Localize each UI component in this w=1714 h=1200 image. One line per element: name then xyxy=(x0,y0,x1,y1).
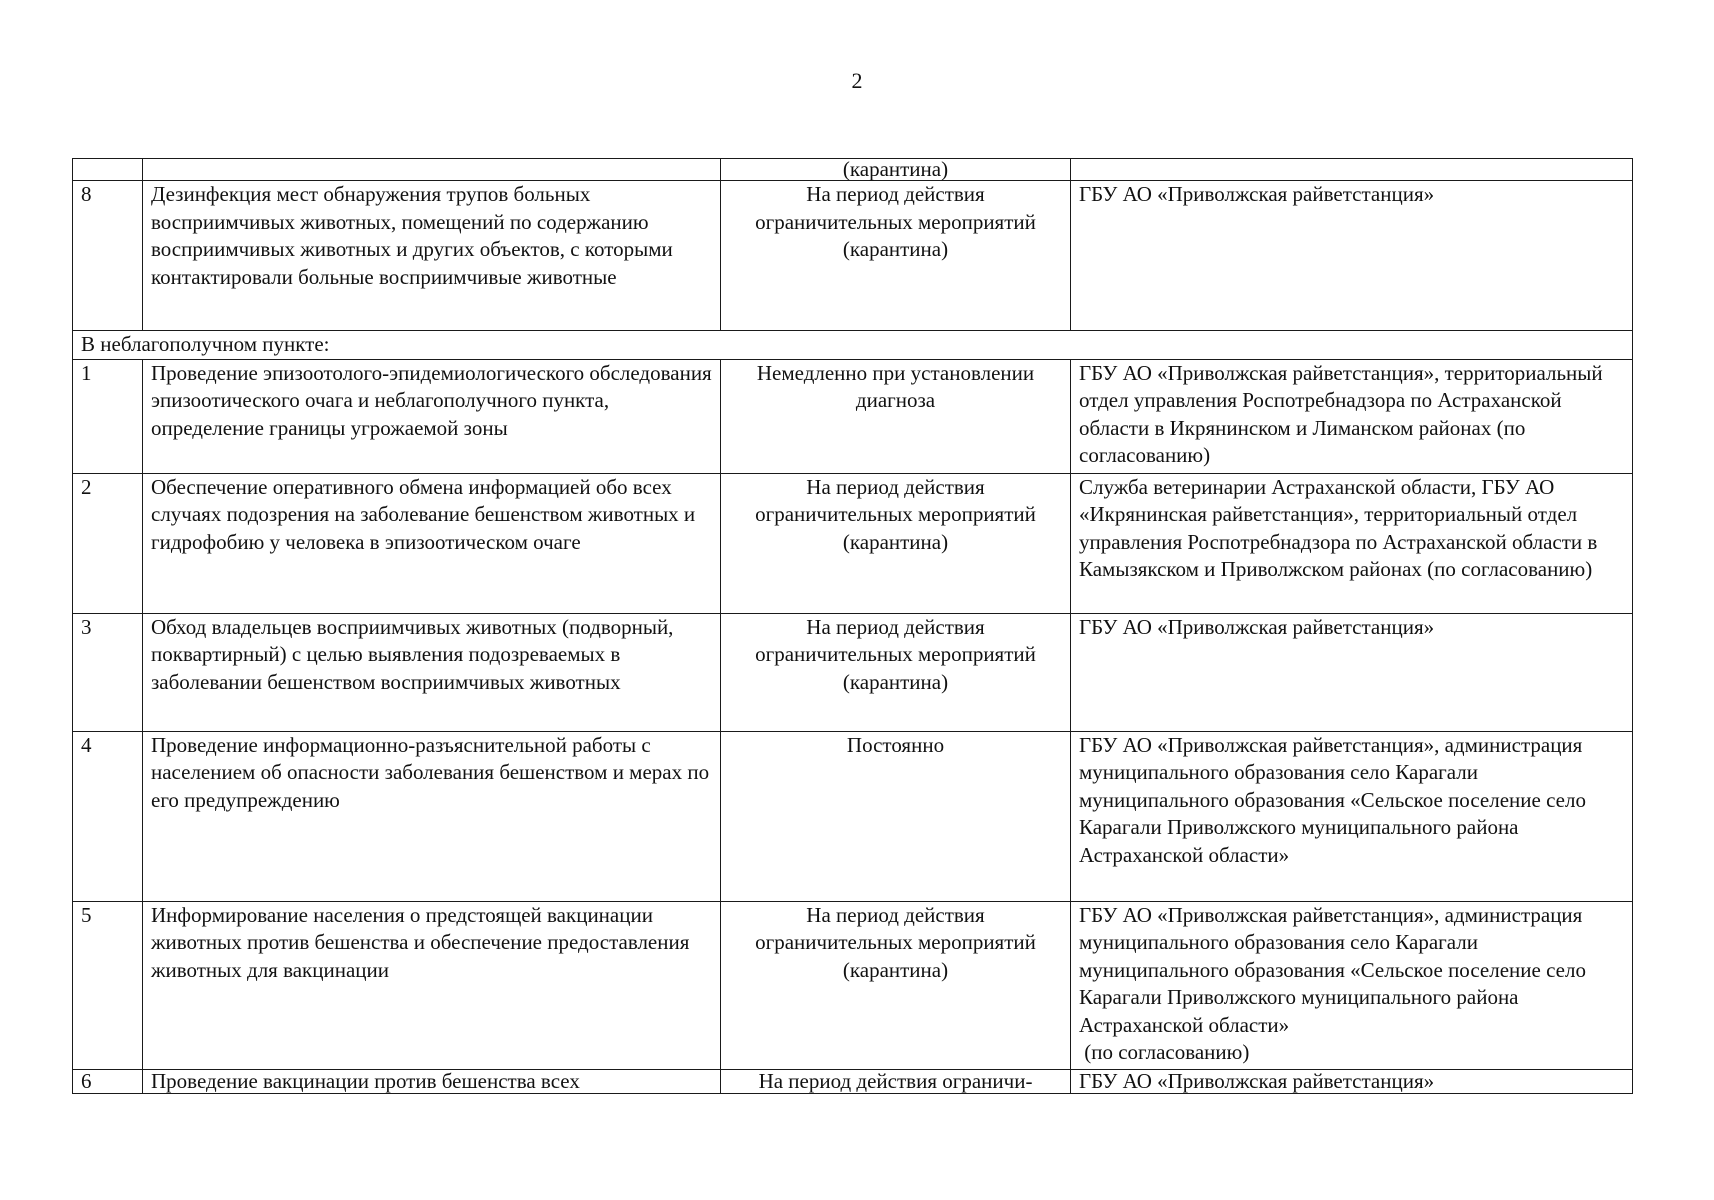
executor-cell: ГБУ АО «Приволжская райветстанция» xyxy=(1071,613,1633,731)
executor-note: (по согласованию) xyxy=(1079,1040,1250,1064)
measure-cell: Информирование населения о предстоящей вакцинации животных против бешенства и обеспечение предоставления животных для вакцинации xyxy=(143,901,721,1069)
executor-cell: Служба ветеринарии Астраханской области, ГБУ АО «Икрянинская райветстанция», территориальный отдел управления Роспотребнадзора по Астраханской области в Камызякском и Приволжском районах (по согласованию) xyxy=(1071,473,1633,613)
executor-cell xyxy=(1071,159,1633,181)
term-cell: На период действия ограничительных мероприятий (карантина) xyxy=(721,613,1071,731)
row-number: 3 xyxy=(73,613,143,731)
table-row xyxy=(73,613,1633,731)
table-row xyxy=(73,901,1633,1069)
term-cell: На период действия ограничительных мероприятий (карантина) xyxy=(721,473,1071,613)
row-number: 5 xyxy=(73,901,143,1069)
row-number: 8 xyxy=(73,181,143,331)
measure-cell: Дезинфекция мест обнаружения трупов больных восприимчивых животных, помещений по содержанию восприимчивых животных и других объектов, с которыми контактировали больные восприимчивые животные xyxy=(143,181,721,331)
table-row xyxy=(73,1069,1633,1093)
table-row xyxy=(73,731,1633,901)
table-row xyxy=(73,359,1633,473)
section-label: В неблагополучном пункте: xyxy=(73,331,1633,360)
term-cell: На период действия ограничи- xyxy=(721,1069,1071,1093)
measure-cell xyxy=(143,159,721,181)
measure-cell: Проведение эпизоотолого-эпидемиологического обследования эпизоотического очага и неблагополучного пункта, определение границы угрожаемой зоны xyxy=(143,359,721,473)
measure-cell: Обеспечение оперативного обмена информацией обо всех случаях подозрения на заболевание бешенством животных и гидрофобию у человека в эпизоотическом очаге xyxy=(143,473,721,613)
executor-cell: ГБУ АО «Приволжская райветстанция» xyxy=(1071,1069,1633,1093)
num-cell xyxy=(73,159,143,181)
executor-cell: ГБУ АО «Приволжская райветстанция», территориальный отдел управления Роспотребнадзора по Астраханской области в Икрянинском и Лиманском районах (по согласованию) xyxy=(1071,359,1633,473)
measure-cell: Проведение вакцинации против бешенства всех xyxy=(143,1069,721,1093)
executor-cell: ГБУ АО «Приволжская райветстанция» xyxy=(1071,181,1633,331)
table-row xyxy=(73,473,1633,613)
term-cell: (карантина) xyxy=(721,159,1071,181)
measures-table xyxy=(72,158,1633,1094)
row-number: 1 xyxy=(73,359,143,473)
table-row xyxy=(73,159,1633,181)
term-cell: На период действия ограничительных мероприятий (карантина) xyxy=(721,181,1071,331)
section-row xyxy=(73,331,1633,360)
table-row xyxy=(73,181,1633,331)
row-number: 4 xyxy=(73,731,143,901)
executor-cell xyxy=(1071,901,1633,1069)
row-number: 2 xyxy=(73,473,143,613)
measure-cell: Проведение информационно-разъяснительной работы с населением об опасности заболевания бешенством и мерах по его предупреждению xyxy=(143,731,721,901)
term-cell: Постоянно xyxy=(721,731,1071,901)
row-number: 6 xyxy=(73,1069,143,1093)
executor-cell: ГБУ АО «Приволжская райветстанция», администрация муниципального образования село Карагали муниципального образования «Сельское поселение село Карагали Приволжского муниципального района Астраханской области» xyxy=(1071,731,1633,901)
term-cell: Немедленно при установлении диагноза xyxy=(721,359,1071,473)
page-number: 2 xyxy=(851,68,863,93)
executor-text: ГБУ АО «Приволжская райветстанция», администрация муниципального образования село Карагали муниципального образования «Сельское поселение село Карагали Приволжского муниципального района Астраханской области» xyxy=(1079,902,1586,1037)
term-cell: На период действия ограничительных мероприятий (карантина) xyxy=(721,901,1071,1069)
measure-cell: Обход владельцев восприимчивых животных (подворный, поквартирный) с целью выявления подозреваемых в заболевании бешенством восприимчивых животных xyxy=(143,613,721,731)
